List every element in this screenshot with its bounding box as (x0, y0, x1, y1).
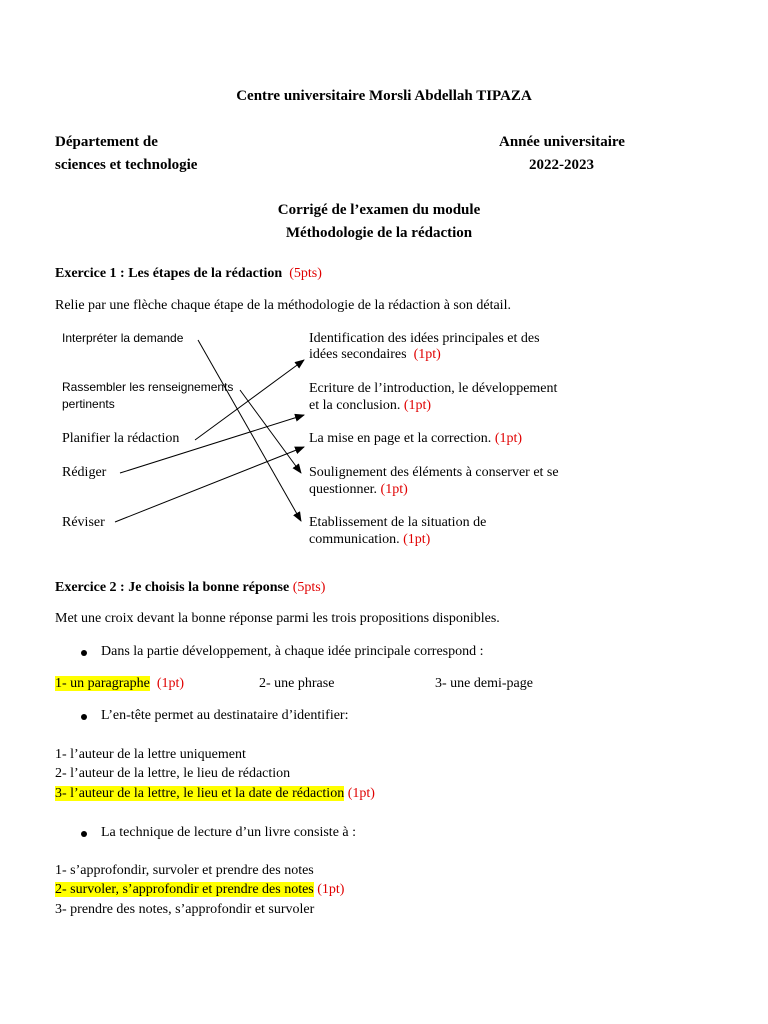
q3-points: (1pt) (317, 882, 345, 897)
q3-answer-line (55, 882, 344, 898)
exercise-2-points: (5pts) (292, 580, 326, 595)
exercise-2-heading (55, 580, 325, 596)
document-title-line-2: Méthodologie de la rédaction (285, 225, 473, 241)
q3-option-3: 3- prendre des notes, s’approfondir et survoler (55, 902, 315, 917)
detail-5-points: (1pt) (403, 532, 431, 547)
step-revise: Réviser (62, 515, 105, 530)
detail-1-line-1: Identification des idées principales et des (309, 331, 540, 346)
step-gather-info-line-2: pertinents (62, 397, 115, 411)
detail-1-text: idées secondaires (309, 347, 407, 362)
detail-5-line-1: Etablissement de la situation de (309, 515, 487, 530)
arrow-revise-to-detail-3 (115, 447, 304, 522)
arrow-interpret-to-detail-5 (198, 340, 301, 521)
question-3: La technique de lecture d’un livre consiste à : (101, 825, 357, 840)
q2-option-2: 2- l’auteur de la lettre, le lieu de rédaction (55, 766, 291, 781)
department-line-1: Département de (55, 134, 158, 150)
question-1: Dans la partie développement, à chaque idée principale correspond : (101, 644, 484, 659)
exercise-1-heading-text: Exercice 1 : Les étapes de la rédaction (55, 266, 283, 281)
detail-2-text: et la conclusion. (309, 398, 401, 413)
q1-correct-answer: 1- un paragraphe (55, 676, 150, 691)
arrow-plan-to-detail-1 (195, 360, 304, 440)
bullet-icon (81, 650, 87, 656)
exercise-1-instruction: Relie par une flèche chaque étape de la méthodologie de la rédaction à son détail. (55, 298, 511, 313)
arrow-write-to-detail-2 (120, 415, 304, 473)
q2-points: (1pt) (347, 786, 375, 801)
department-line-2: sciences et technologie (55, 157, 198, 173)
detail-5-text: communication. (309, 532, 400, 547)
bullet-icon (81, 714, 87, 720)
q1-option-3: 3- une demi-page (435, 676, 533, 691)
q1-option-2: 2- une phrase (259, 676, 335, 691)
exercise-2-instruction: Met une croix devant la bonne réponse parmi les trois propositions disponibles. (55, 611, 500, 626)
detail-4-line-1: Soulignement des éléments à conserver et se (309, 465, 559, 480)
academic-year-value: 2022-2023 (529, 157, 594, 173)
q2-option-1: 1- l’auteur de la lettre uniquement (55, 747, 246, 762)
detail-2-points: (1pt) (403, 398, 432, 413)
step-plan: Planifier la rédaction (62, 431, 180, 446)
step-interpret-request: Interpréter la demande (62, 331, 184, 345)
document-title-line-1: Corrigé de l’examen du module (277, 202, 481, 218)
detail-1-points: (1pt) (413, 347, 441, 362)
step-gather-info-line-1: Rassembler les renseignements (62, 380, 234, 394)
academic-year-label: Année universitaire (499, 134, 625, 150)
step-write: Rédiger (62, 465, 107, 480)
exercise-2-heading-text: Exercice 2 : Je choisis la bonne réponse (55, 580, 290, 595)
q3-option-1: 1- s’approfondir, survoler et prendre des notes (55, 863, 314, 878)
q3-correct-answer: 2- survoler, s’approfondir et prendre des notes (55, 882, 314, 897)
q1-points: (1pt) (156, 676, 185, 691)
question-2: L’en-tête permet au destinataire d’identifier: (101, 708, 349, 723)
detail-3-text: La mise en page et la correction. (309, 431, 492, 446)
institution-title: Centre universitaire Morsli Abdellah TIPAZA (236, 88, 532, 104)
q1-answer-line (55, 676, 184, 692)
bullet-icon (81, 831, 87, 837)
q2-answer-line (55, 786, 375, 802)
detail-4-text: questionner. (309, 482, 378, 497)
q2-correct-answer: 3- l’auteur de la lettre, le lieu et la date de rédaction (55, 786, 345, 801)
detail-3-points: (1pt) (494, 431, 523, 446)
exercise-1-points: (5pts) (289, 266, 322, 281)
detail-4-points: (1pt) (380, 482, 408, 497)
detail-2-line-1: Ecriture de l’introduction, le développement (309, 381, 558, 396)
